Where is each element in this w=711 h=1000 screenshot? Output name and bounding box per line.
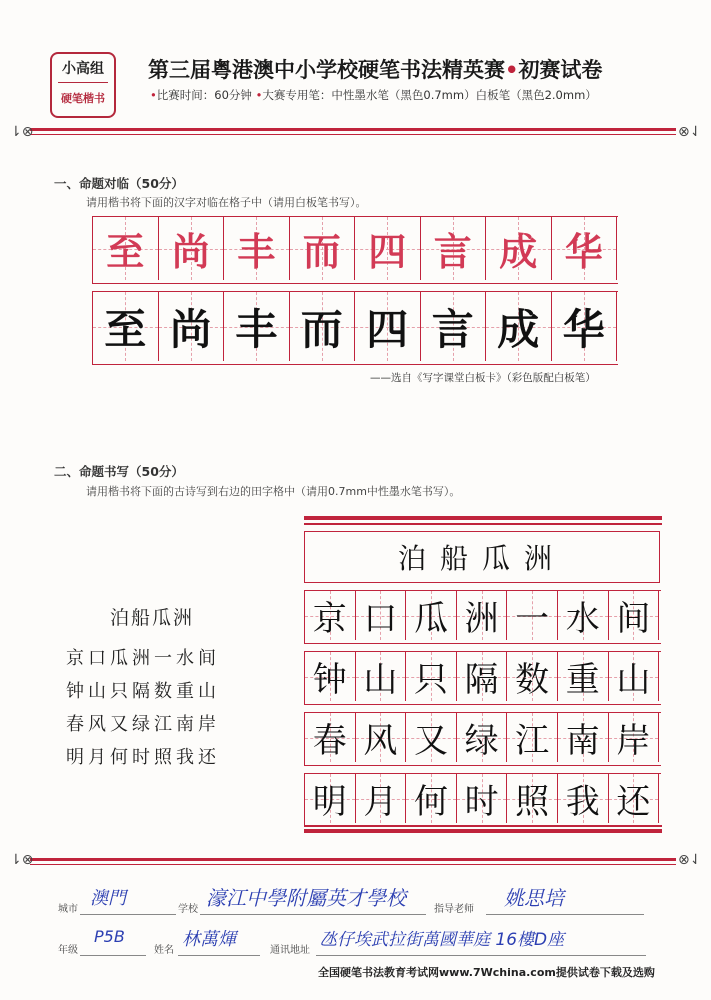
grid-character: 一 xyxy=(515,599,550,639)
grade-value: P5B xyxy=(94,927,125,946)
writing-cell xyxy=(305,652,356,701)
grid-character: 又 xyxy=(413,721,448,761)
copy-cell xyxy=(421,292,487,361)
writing-area-top-rule xyxy=(304,516,662,520)
grid-character: 而 xyxy=(302,229,341,274)
teacher-underline xyxy=(486,914,644,915)
address-underline xyxy=(316,955,646,956)
grid-character: 何 xyxy=(413,782,448,822)
writing-cell xyxy=(457,591,508,640)
model-cell xyxy=(93,217,159,280)
copy-cell xyxy=(355,292,421,361)
grid-character: 重 xyxy=(565,660,600,700)
poem-title: 泊船瓜洲 xyxy=(110,607,195,629)
grid-character: 水 xyxy=(565,599,600,639)
writing-area-bottom-rule-thin xyxy=(304,825,662,827)
model-grid-red xyxy=(92,216,618,284)
writing-cell xyxy=(558,774,609,823)
badge-style-label: 硬笔楷书 xyxy=(61,92,105,105)
grid-character: 尚 xyxy=(169,304,212,354)
grid-character: 成 xyxy=(499,229,538,274)
model-cell xyxy=(159,217,225,280)
model-cell xyxy=(290,217,356,280)
grid-character: 华 xyxy=(562,304,605,354)
writing-cell xyxy=(609,652,660,701)
grid-character: 瓜 xyxy=(413,599,448,639)
grid-character: 至 xyxy=(104,304,147,354)
writing-cell xyxy=(558,591,609,640)
grid-character: 南 xyxy=(565,721,600,761)
teacher-value: 姚思培 xyxy=(504,886,564,910)
grid-character: 而 xyxy=(300,304,343,354)
grid-character: 华 xyxy=(564,229,603,274)
writing-cell xyxy=(558,713,609,762)
writing-cell xyxy=(305,713,356,762)
writing-cell xyxy=(507,713,558,762)
grid-character: 言 xyxy=(431,304,474,354)
ornament-right-icon: ⊗⇃ xyxy=(678,124,702,140)
ornament-left-icon: ⇂⊗ xyxy=(10,124,34,140)
grid-character: 山 xyxy=(616,660,651,700)
grid-character: 尚 xyxy=(171,229,210,274)
copy-cell xyxy=(224,292,290,361)
grid-character: 丰 xyxy=(237,229,276,274)
ornament-right-footer-icon: ⊗⇃ xyxy=(678,852,702,868)
written-title-box xyxy=(304,531,660,583)
copy-grid-black xyxy=(92,291,618,365)
source-credit: ——选自《写字课堂白板卡》（彩色版配白板笔） xyxy=(370,372,596,384)
writing-cell xyxy=(507,774,558,823)
grid-character: 江 xyxy=(515,721,550,761)
copy-cell xyxy=(290,292,356,361)
writing-cell xyxy=(609,713,660,762)
writing-row xyxy=(304,712,661,766)
grid-character: 风 xyxy=(363,721,398,761)
grid-character: 照 xyxy=(515,782,550,822)
footer-rule-thin xyxy=(30,864,676,865)
badge-group-label: 小高组 xyxy=(62,61,104,77)
grid-character: 京 xyxy=(312,599,347,639)
exam-time: 比赛时间：60分钟 xyxy=(156,88,252,102)
school-label: 学校 xyxy=(178,904,198,915)
title-suffix: 初赛试卷 xyxy=(518,58,603,82)
address-value: 氹仔埃武拉街萬國華庭 16樓D座 xyxy=(320,930,565,950)
writing-cell xyxy=(558,652,609,701)
written-poem-title: 泊船瓜洲 xyxy=(397,542,566,575)
grid-character: 还 xyxy=(616,782,651,822)
address-label: 通讯地址 xyxy=(270,945,310,956)
copy-cell xyxy=(93,292,159,361)
writing-row xyxy=(304,590,661,644)
model-cell xyxy=(355,217,421,280)
grid-character: 丰 xyxy=(235,304,278,354)
grid-character: 至 xyxy=(106,229,145,274)
copy-cell xyxy=(159,292,225,361)
name-value: 林萬煇 xyxy=(182,929,236,950)
writing-cell xyxy=(305,591,356,640)
grid-character: 洲 xyxy=(464,599,499,639)
grid-character: 四 xyxy=(368,229,407,274)
writing-cell xyxy=(356,713,407,762)
footer-rule-thick xyxy=(30,858,676,861)
writing-cell xyxy=(507,652,558,701)
title-dot: • xyxy=(505,58,519,82)
grid-character: 四 xyxy=(366,304,409,354)
grid-character: 山 xyxy=(363,660,398,700)
grid-character: 钟 xyxy=(312,660,347,700)
writing-cell xyxy=(406,713,457,762)
writing-cell xyxy=(457,652,508,701)
writing-area-top-rule-thin xyxy=(304,523,662,525)
teacher-label: 指导老师 xyxy=(434,904,474,915)
writing-row xyxy=(304,651,661,705)
writing-cell xyxy=(406,774,457,823)
city-label: 城市 xyxy=(58,904,78,915)
writing-cell xyxy=(609,591,660,640)
grid-character: 数 xyxy=(515,660,550,700)
header-rule-thick xyxy=(30,128,676,131)
model-cell xyxy=(552,217,618,280)
grid-character: 言 xyxy=(433,229,472,274)
badge-divider xyxy=(58,82,108,83)
writing-cell xyxy=(356,591,407,640)
writing-cell xyxy=(457,713,508,762)
section1-instruction: 请用楷书将下面的汉字对临在格子中（请用白板笔书写）。 xyxy=(86,196,367,209)
group-badge xyxy=(50,52,116,118)
grid-character: 成 xyxy=(497,304,540,354)
writing-cell xyxy=(356,774,407,823)
model-cell xyxy=(486,217,552,280)
city-underline xyxy=(80,914,176,915)
city-value: 澳門 xyxy=(90,888,126,909)
writing-cell xyxy=(356,652,407,701)
poem-line: 京口瓜洲一水间 xyxy=(66,648,220,669)
website-notice: 全国硬笔书法教育考试网www.7Wchina.com提供试卷下载及选购 xyxy=(318,966,655,979)
grid-character: 我 xyxy=(565,782,600,822)
model-cell xyxy=(224,217,290,280)
grid-character: 间 xyxy=(616,599,651,639)
grid-character: 春 xyxy=(312,721,347,761)
writing-cell xyxy=(406,652,457,701)
grid-character: 口 xyxy=(363,599,398,639)
grid-character: 时 xyxy=(464,782,499,822)
writing-cell xyxy=(457,774,508,823)
writing-cell xyxy=(406,591,457,640)
school-underline xyxy=(200,914,426,915)
writing-cell xyxy=(507,591,558,640)
poem-line: 春风又绿江南岸 xyxy=(66,714,220,735)
grid-character: 绿 xyxy=(464,721,499,761)
copy-cell xyxy=(486,292,552,361)
poem-line: 明月何时照我还 xyxy=(66,747,220,768)
exam-pens: 大赛专用笔：中性墨水笔（黑色0.7mm）白板笔（黑色2.0mm） xyxy=(262,88,597,102)
writing-row xyxy=(304,773,661,827)
grid-character: 月 xyxy=(363,782,398,822)
page-title xyxy=(148,54,602,84)
name-underline xyxy=(178,955,260,956)
grid-character: 明 xyxy=(312,782,347,822)
model-cell xyxy=(421,217,487,280)
info-dot-2: • xyxy=(255,88,263,102)
header-rule-thin xyxy=(30,134,676,135)
name-label: 姓名 xyxy=(154,945,174,956)
copy-cell xyxy=(552,292,618,361)
title-main: 第三届粤港澳中小学校硬笔书法精英赛 xyxy=(148,58,505,82)
info-dot-1: • xyxy=(150,88,157,102)
grid-character: 隔 xyxy=(464,660,499,700)
writing-area-bottom-rule xyxy=(304,829,662,833)
writing-cell xyxy=(609,774,660,823)
section2-instruction: 请用楷书将下面的古诗写到右边的田字格中（请用0.7mm中性墨水笔书写）。 xyxy=(86,485,461,498)
exam-info xyxy=(150,87,597,103)
section2-title: 二、命题书写（50分） xyxy=(54,464,184,479)
poem-line: 钟山只隔数重山 xyxy=(66,681,220,702)
section1-title: 一、命题对临（50分） xyxy=(54,176,184,191)
writing-cell xyxy=(305,774,356,823)
ornament-left-footer-icon: ⇂⊗ xyxy=(10,852,34,868)
school-value: 濠江中學附屬英才學校 xyxy=(206,886,406,910)
grade-label: 年级 xyxy=(58,945,78,956)
grade-underline xyxy=(80,955,146,956)
grid-character: 只 xyxy=(413,660,448,700)
grid-character: 岸 xyxy=(616,721,651,761)
